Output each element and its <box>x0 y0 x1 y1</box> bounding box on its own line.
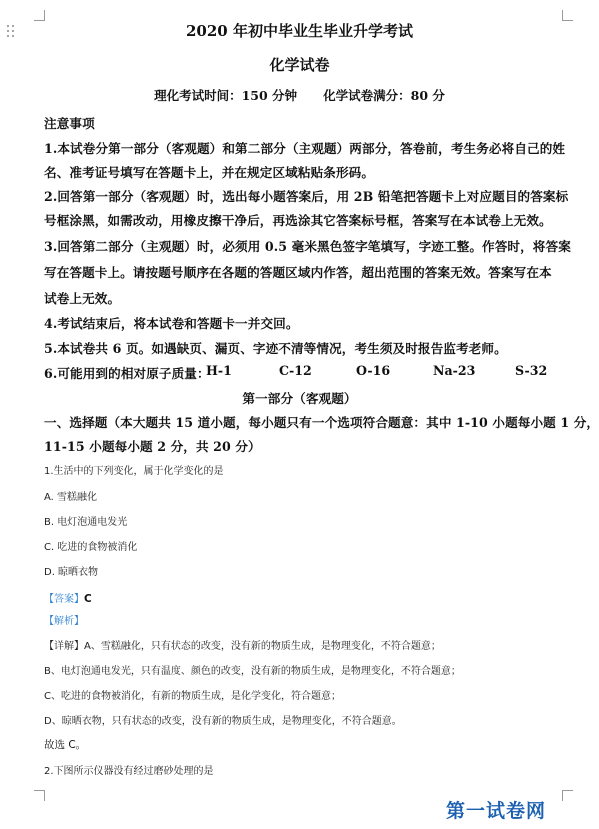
atomic-mass-item: Na-23 <box>433 363 476 378</box>
option-b: B. 电灯泡通电发光 <box>44 517 128 528</box>
notice-line: 2.回答第一部分（客观题）时，选出每小题答案后，用 2B 铅笔把答题卡上对应题目的答案标 <box>44 189 569 204</box>
notice-line: 号框涂黑，如需改动，用橡皮擦干净后，再选涂其它答案标号框，答案写在本试卷上无效。 <box>44 213 552 228</box>
section-instructions: 一、选择题（本大题共 15 道小题，每小题只有一个选项符合题意：其中 1-10 小题每小题 1 分， <box>44 415 599 430</box>
notice-line: 4.考试结束后，将本试卷和答题卡一并交回。 <box>44 316 299 331</box>
detail-text: A、雪糕融化，只有状态的改变，没有新的物质生成，是物理变化，不符合题意； <box>84 641 441 652</box>
atomic-mass-item: C-12 <box>279 363 312 378</box>
option-d: D. 晾晒衣物 <box>44 567 99 578</box>
answer-tag: 【答案】 <box>44 594 84 605</box>
watermark-logo: 第一试卷网 <box>446 800 547 822</box>
part-one-heading: 第一部分（客观题） <box>242 391 357 406</box>
detail-line: C、吃进的食物被消化，有新的物质生成，是化学变化，符合题意； <box>44 691 341 702</box>
notice-heading: 注意事项 <box>44 116 95 131</box>
notice-line: 写在答题卡上。请按题号顺序在各题的答题区域内作答，超出范围的答案无效。答案写在本 <box>44 265 552 280</box>
detail-line: B、电灯泡通电发光，只有温度、颜色的改变，没有新的物质生成，是物理变化，不符合题意； <box>44 666 461 677</box>
notice-line: 3.回答第二部分（主观题）时，必须用 0.5 毫米黑色签字笔填写，字迹工整。作答时，将答案 <box>44 239 571 254</box>
conclusion: 故选 C。 <box>44 739 87 751</box>
exam-meta: 理化考试时间：150 分钟 化学试卷满分：80 分 <box>154 88 445 103</box>
atomic-mass-item: O-16 <box>356 363 391 378</box>
notice-line: 1.本试卷分第一部分（客观题）和第二部分（主观题）两部分，答卷前，考生务必将自己的姓 <box>44 141 566 156</box>
question-stem: 2.下图所示仪器没有经过磨砂处理的是 <box>44 766 214 777</box>
exam-subject: 化学试卷 <box>269 56 330 74</box>
detail-tag: 【详解】 <box>44 641 84 652</box>
margin-corner-bottom-left <box>34 790 45 801</box>
exam-title: 2020 年初中毕业生毕业升学考试 <box>186 22 413 40</box>
atomic-mass-label: 6.可能用到的相对原子质量： <box>44 366 210 381</box>
section-instructions: 11-15 小题每小题 2 分，共 20 分） <box>44 439 261 454</box>
option-c: C. 吃进的食物被消化 <box>44 542 138 553</box>
detail-line: D、晾晒衣物，只有状态的改变，没有新的物质生成，是物理变化，不符合题意。 <box>44 716 402 727</box>
answer-line <box>44 587 92 606</box>
atomic-mass-item: H-1 <box>206 363 232 378</box>
analysis-tag: 【解析】 <box>44 616 84 627</box>
atomic-mass-item: S-32 <box>515 363 548 378</box>
notice-line: 名、准考证号填写在答题卡上，并在规定区域粘贴条形码。 <box>44 165 375 180</box>
question-stem: 1.生活中的下列变化，属于化学变化的是 <box>44 466 224 477</box>
notice-line: 5.本试卷共 6 页。如遇缺页、漏页、字迹不清等情况，考生须及时报告监考老师。 <box>44 341 507 356</box>
detail-line <box>44 637 441 652</box>
answer-value: C <box>84 593 92 605</box>
notice-line: 试卷上无效。 <box>44 291 121 306</box>
option-a: A. 雪糕融化 <box>44 492 98 503</box>
